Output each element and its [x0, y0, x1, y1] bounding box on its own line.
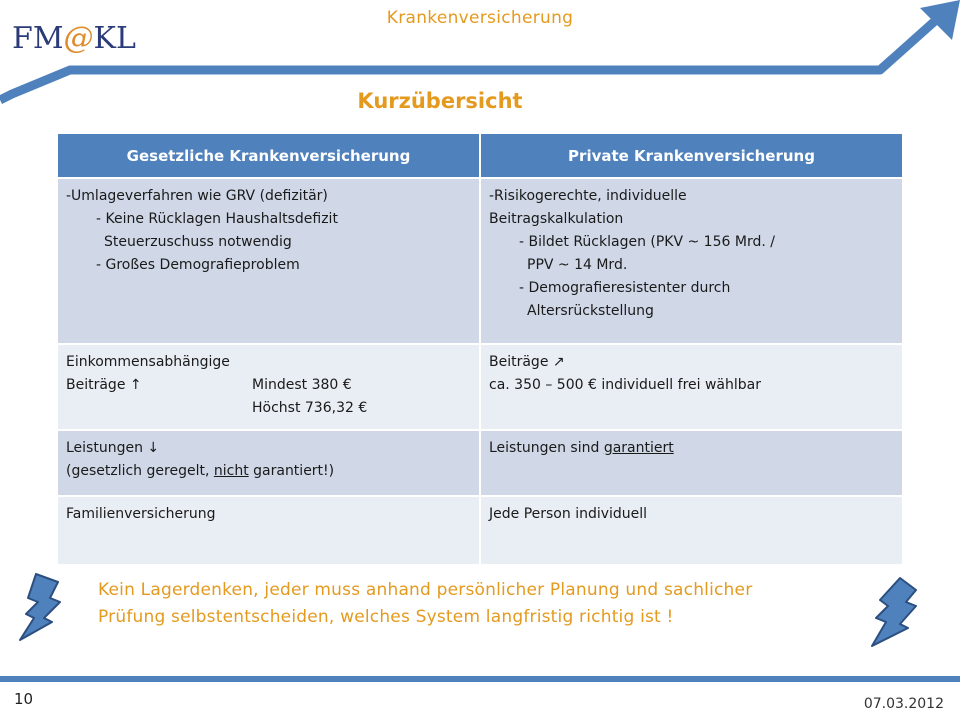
- cell-text-underlined: garantiert: [603, 440, 674, 456]
- logo-at-symbol: @: [63, 21, 94, 56]
- table-cell-gkv: [58, 178, 480, 344]
- column-header-gkv: Gesetzliche Krankenversicherung: [58, 134, 480, 178]
- cell-line: Beitragskalkulation: [489, 211, 624, 227]
- cell-line: - Demografieresistenter durch: [519, 280, 731, 296]
- table-cell-gkv: [58, 430, 480, 496]
- cell-line: Einkommensabhängige: [66, 354, 230, 370]
- cell-line: Leistungen ↓: [66, 440, 160, 456]
- cell-line: Beiträge ↗: [489, 354, 565, 370]
- header-title: Krankenversicherung: [386, 8, 574, 28]
- note-line: Kein Lagerdenken, jeder muss anhand persönlicher Planung und sachlicher: [98, 580, 753, 600]
- table-cell-pkv: [480, 178, 902, 344]
- cell-line: [66, 374, 471, 397]
- cell-line: Familienversicherung: [66, 506, 216, 522]
- cell-line: Jede Person individuell: [489, 506, 648, 522]
- lightning-bolt-icon: [14, 572, 78, 642]
- page-title: Kurzübersicht: [357, 89, 523, 113]
- logo-text-left: FM: [12, 21, 64, 56]
- cell-line: PPV ~ 14 Mrd.: [527, 257, 628, 273]
- table-header-row: [58, 134, 902, 178]
- table-cell-pkv: [480, 344, 902, 430]
- table-row: [58, 344, 902, 430]
- table-cell-gkv: [58, 496, 480, 564]
- cell-line: - Bildet Rücklagen (PKV ~ 156 Mrd. /: [519, 234, 775, 250]
- cell-line: ca. 350 – 500 € individuell frei wählbar: [489, 377, 761, 393]
- cell-line: [66, 460, 471, 483]
- logo-text-right: KL: [93, 21, 136, 56]
- table-cell-gkv: [58, 344, 480, 430]
- table-row: [58, 178, 902, 344]
- lightning-bolt-icon: [860, 576, 924, 648]
- cell-line: Höchst 736,32 €: [252, 400, 368, 416]
- cell-text: garantiert!): [248, 463, 335, 479]
- cell-text: Beiträge ↑: [66, 377, 142, 393]
- cell-text: Mindest 380 €: [252, 377, 352, 393]
- cell-line: Steuerzuschuss notwendig: [104, 234, 292, 250]
- cell-line: -Umlageverfahren wie GRV (defizitär): [66, 188, 328, 204]
- cell-line: - Großes Demografieproblem: [96, 257, 300, 273]
- page-number: 10: [14, 690, 34, 708]
- footer-date: 07.03.2012: [863, 696, 944, 712]
- conclusion-note: [98, 577, 858, 631]
- table-row: [58, 496, 902, 564]
- cell-line: - Keine Rücklagen Haushaltsdefizit: [96, 211, 338, 227]
- table-row: [58, 430, 902, 496]
- table-cell-pkv: [480, 430, 902, 496]
- cell-line: Altersrückstellung: [527, 303, 654, 319]
- comparison-table: [58, 134, 902, 564]
- cell-text-underlined: nicht: [213, 463, 249, 479]
- column-header-pkv: Private Krankenversicherung: [480, 134, 902, 178]
- table-cell-pkv: [480, 496, 902, 564]
- cell-text: Leistungen sind: [489, 440, 604, 456]
- note-line: Prüfung selbstentscheiden, welches System langfristig richtig ist !: [98, 607, 674, 627]
- footer-bar: [0, 676, 960, 682]
- cell-text: (gesetzlich geregelt,: [66, 463, 214, 479]
- cell-line: -Risikogerechte, individuelle: [489, 188, 687, 204]
- cell-line: [489, 437, 894, 460]
